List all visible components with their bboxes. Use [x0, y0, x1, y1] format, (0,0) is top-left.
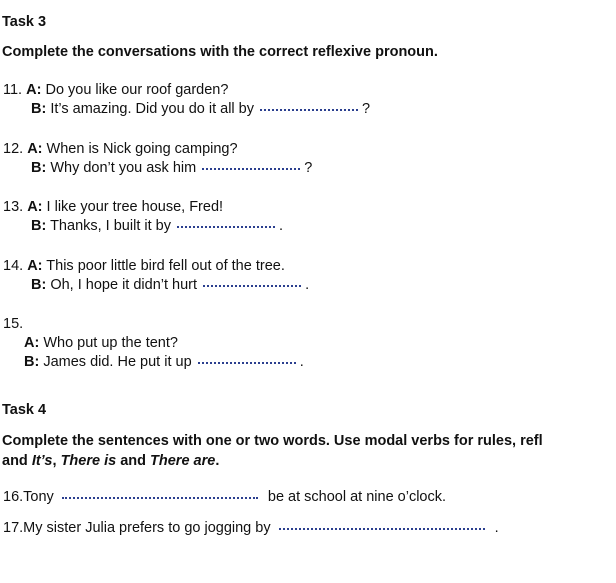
speaker-a-label: A: [27, 258, 43, 274]
speaker-b-text: James did. He put it up [39, 354, 192, 370]
answer-blank[interactable] [177, 226, 275, 228]
question-number: 12. [3, 141, 24, 157]
question-13 [3, 199, 223, 215]
speaker-a-label: A: [27, 199, 43, 215]
speaker-a-text: I like your tree house, Fred! [42, 199, 224, 215]
instruction-text: , [52, 453, 61, 469]
sentence-end: ? [304, 160, 313, 176]
phrase-there-are: There are [150, 453, 216, 469]
speaker-a-text: Who put up the tent? [39, 335, 178, 351]
answer-blank[interactable] [279, 528, 485, 530]
sentence-end: ? [362, 101, 371, 117]
question-13-answer [31, 218, 283, 234]
answer-blank[interactable] [62, 497, 258, 499]
sentence-end: . [299, 354, 304, 370]
answer-blank[interactable] [202, 168, 300, 170]
speaker-b-label: B: [31, 101, 47, 117]
task3-instruction: Complete the conversations with the correct reflexive pronoun. [2, 44, 438, 60]
question-17 [3, 520, 499, 536]
speaker-b-label: B: [31, 218, 47, 234]
speaker-b-text: Why don’t you ask him [46, 160, 197, 176]
speaker-b-label: B: [31, 160, 47, 176]
speaker-a-text: When is Nick going camping? [42, 141, 238, 157]
question-11 [3, 82, 228, 98]
phrase-its: It’s [31, 453, 53, 469]
speaker-b-text: Oh, I hope it didn’t hurt [46, 277, 198, 293]
instruction-text: and [116, 453, 151, 469]
answer-blank[interactable] [198, 362, 296, 364]
task3-title: Task 3 [2, 14, 47, 30]
question-15-answer [24, 354, 304, 370]
question-11-answer [31, 101, 370, 117]
instruction-text: . [215, 453, 220, 469]
speaker-a-text: Do you like our roof garden? [41, 82, 229, 98]
speaker-a-label: A: [27, 141, 43, 157]
instruction-text: and [2, 453, 32, 469]
question-14-answer [31, 277, 309, 293]
question-number: 17. [3, 520, 24, 536]
phrase-there-is: There is [60, 453, 117, 469]
sentence-end: . [279, 218, 284, 234]
sentence-start: My sister Julia prefers to go jogging by [23, 520, 271, 536]
question-number: 13. [3, 199, 24, 215]
answer-blank[interactable] [260, 109, 358, 111]
speaker-a-text: This poor little bird fell out of the tree. [42, 258, 285, 274]
question-14 [3, 258, 285, 274]
speaker-b-text: It’s amazing. Did you do it all by [46, 101, 254, 117]
speaker-b-text: Thanks, I built it by [46, 218, 171, 234]
question-15: 15. [3, 316, 24, 332]
question-number: 14. [3, 258, 24, 274]
answer-blank[interactable] [203, 285, 301, 287]
speaker-a-label: A: [26, 82, 42, 98]
speaker-a-label: A: [24, 335, 40, 351]
speaker-b-label: B: [31, 277, 47, 293]
question-15-prompt [24, 335, 178, 351]
sentence-end: . [305, 277, 310, 293]
question-number: 16. [3, 489, 24, 505]
task4-instruction-line2 [2, 453, 219, 469]
sentence-start: Tony [23, 489, 54, 505]
speaker-b-label: B: [24, 354, 40, 370]
task4-title: Task 4 [2, 402, 47, 418]
question-12-answer [31, 160, 312, 176]
task4-instruction-line1: Complete the sentences with one or two words. Use modal verbs for rules, refl [2, 433, 543, 449]
question-16 [3, 489, 446, 505]
sentence-end: be at school at nine o’clock. [267, 489, 447, 505]
question-12 [3, 141, 238, 157]
sentence-end: . [494, 520, 499, 536]
question-number: 11. [3, 82, 23, 98]
